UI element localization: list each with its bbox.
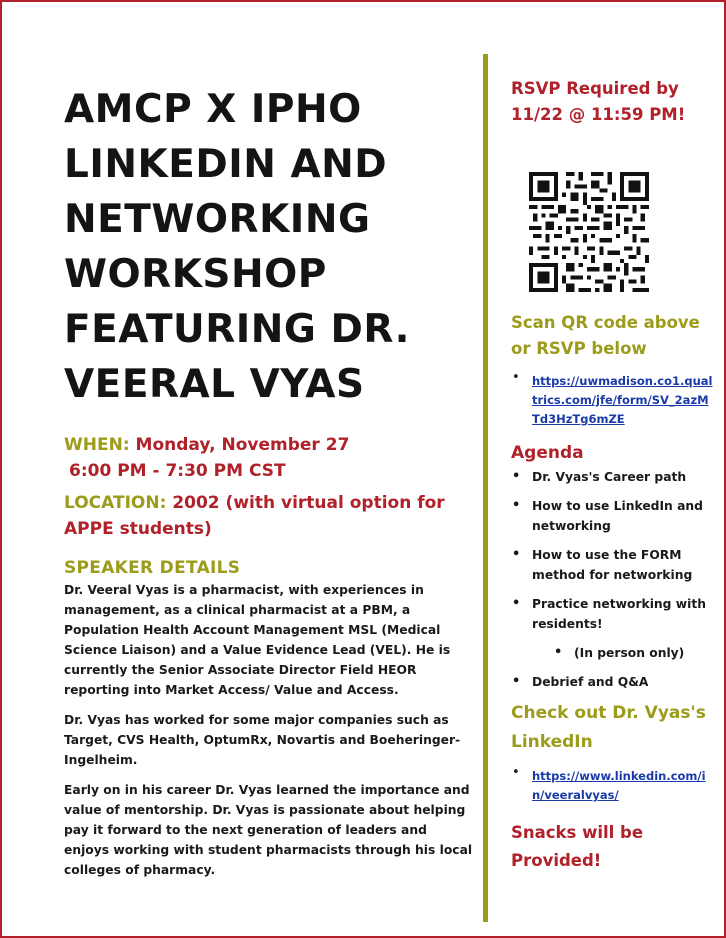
event-location: 2002 (with virtual option for APPE students)	[64, 493, 445, 539]
qr-code-icon[interactable]	[529, 172, 649, 292]
agenda-list	[532, 467, 716, 692]
location-label: LOCATION:	[64, 493, 173, 513]
event-title: AMCP X IPHO LINKEDIN AND NETWORKING WORKSHOP FEATURING DR. VEERAL VYAS	[64, 87, 410, 407]
linkedin-link-list	[532, 765, 716, 803]
agenda-item: • How to use LinkedIn and networking	[532, 496, 716, 536]
agenda-subitem: • (In person only)	[574, 643, 716, 663]
event-time: 6:00 PM - 7:30 PM CST	[69, 461, 286, 481]
event-when	[64, 432, 474, 542]
column-divider	[483, 54, 488, 922]
scan-instruction: Scan QR code above or RSVP below	[511, 313, 700, 358]
speaker-paragraph: Dr. Vyas has worked for some major companies such as Target, CVS Health, OptumRx, Novartis and Boeheringer-Ingelheim.	[64, 713, 461, 767]
sidebar	[511, 76, 716, 875]
agenda-item: • Dr. Vyas's Career path	[532, 467, 716, 487]
snacks-note: Snacks will be Provided!	[511, 823, 644, 870]
agenda-item: • Debrief and Q&A	[532, 672, 716, 692]
agenda-item: • Practice networking with residents!	[532, 594, 716, 634]
rsvp-deadline: RSVP Required by 11/22 @ 11:59 PM!	[511, 79, 686, 124]
event-date: Monday, November 27	[135, 435, 350, 455]
linkedin-link[interactable]: https://www.linkedin.com/in/veeralvyas/	[532, 769, 706, 802]
speaker-heading: SPEAKER DETAILS	[64, 558, 241, 578]
when-label: WHEN:	[64, 435, 136, 455]
speaker-paragraph: Early on in his career Dr. Vyas learned the importance and value of mentorship. Dr. Vyas is passionate about helping pay it forward to the next generation of leaders and enjoys working with student pharmacists through his local colleges of pharmacy.	[64, 783, 473, 877]
rsvp-link[interactable]: https://uwmadison.co1.qualtrics.com/jfe/form/SV_2azMTd3HzTg6mZE	[532, 374, 713, 426]
rsvp-link-list	[532, 370, 716, 427]
speaker-paragraph: Dr. Veeral Vyas is a pharmacist, with experiences in management, as a clinical pharmacist at a PBM, a Population Health Account Management MSL (Medical Science Liaison) and a Value Evidence Lead (VEL). He is currently the Senior Associate Director Field HEOR reporting into Market Access/ Value and Access.	[64, 583, 451, 697]
main-column	[64, 82, 474, 890]
agenda-heading: Agenda	[511, 443, 584, 463]
agenda-item: • How to use the FORM method for networking	[532, 545, 716, 585]
linkedin-heading: Check out Dr. Vyas's LinkedIn	[511, 703, 706, 752]
